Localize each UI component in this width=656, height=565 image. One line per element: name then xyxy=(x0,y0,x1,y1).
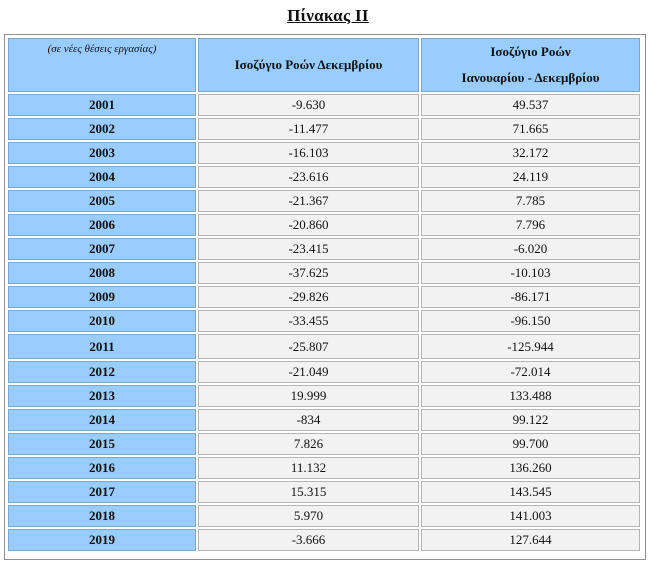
year-cell: 2013 xyxy=(8,385,196,407)
table-row xyxy=(8,142,640,164)
jan-dec-balance-cell: -125.944 xyxy=(421,334,640,359)
december-balance-cell: -9.630 xyxy=(198,94,419,116)
jan-dec-balance-cell: 141.003 xyxy=(421,505,640,527)
table-row xyxy=(8,262,640,284)
table-row xyxy=(8,286,640,308)
year-cell: 2003 xyxy=(8,142,196,164)
year-cell: 2009 xyxy=(8,286,196,308)
december-balance-cell: -33.455 xyxy=(198,310,419,332)
table-row xyxy=(8,529,640,551)
december-balance-cell: 19.999 xyxy=(198,385,419,407)
year-cell: 2006 xyxy=(8,214,196,236)
table-row xyxy=(8,214,640,236)
jan-dec-balance-cell: 99.122 xyxy=(421,409,640,431)
year-cell: 2017 xyxy=(8,481,196,503)
table-row xyxy=(8,481,640,503)
year-cell: 2008 xyxy=(8,262,196,284)
december-balance-cell: -25.807 xyxy=(198,334,419,359)
december-balance-cell: -21.367 xyxy=(198,190,419,212)
december-balance-cell: -23.415 xyxy=(198,238,419,260)
column-header-jan-dec-line2: Ιανουαρίου - Δεκεμβρίου xyxy=(461,70,600,85)
table-row xyxy=(8,238,640,260)
table-row xyxy=(8,310,640,332)
table-row xyxy=(8,433,640,455)
year-cell: 2019 xyxy=(8,529,196,551)
year-cell: 2005 xyxy=(8,190,196,212)
jan-dec-balance-cell: -10.103 xyxy=(421,262,640,284)
december-balance-cell: -23.616 xyxy=(198,166,419,188)
jan-dec-balance-cell: -6.020 xyxy=(421,238,640,260)
table-row xyxy=(8,385,640,407)
december-balance-cell: -21.049 xyxy=(198,361,419,383)
jan-dec-balance-cell: 49.537 xyxy=(421,94,640,116)
year-cell: 2010 xyxy=(8,310,196,332)
year-cell: 2018 xyxy=(8,505,196,527)
jan-dec-balance-cell: -96.150 xyxy=(421,310,640,332)
jan-dec-balance-cell: 7.785 xyxy=(421,190,640,212)
jan-dec-balance-cell: -72.014 xyxy=(421,361,640,383)
jan-dec-balance-cell: 133.488 xyxy=(421,385,640,407)
december-balance-cell: 15.315 xyxy=(198,481,419,503)
year-cell: 2002 xyxy=(8,118,196,140)
year-cell: 2012 xyxy=(8,361,196,383)
jan-dec-balance-cell: 136.260 xyxy=(421,457,640,479)
table-row xyxy=(8,166,640,188)
year-cell: 2015 xyxy=(8,433,196,455)
december-balance-cell: -3.666 xyxy=(198,529,419,551)
year-cell: 2001 xyxy=(8,94,196,116)
december-balance-cell: -11.477 xyxy=(198,118,419,140)
jan-dec-balance-cell: 127.644 xyxy=(421,529,640,551)
december-balance-cell: -20.860 xyxy=(198,214,419,236)
jan-dec-balance-cell: 71.665 xyxy=(421,118,640,140)
year-cell: 2011 xyxy=(8,334,196,359)
column-header-december: Ισοζύγιο Ροών Δεκεμβρίου xyxy=(198,38,419,92)
december-balance-cell: 7.826 xyxy=(198,433,419,455)
december-balance-cell: -37.625 xyxy=(198,262,419,284)
jan-dec-balance-cell: -86.171 xyxy=(421,286,640,308)
jan-dec-balance-cell: 7.796 xyxy=(421,214,640,236)
december-balance-cell: -834 xyxy=(198,409,419,431)
data-table xyxy=(6,36,642,553)
year-cell: 2014 xyxy=(8,409,196,431)
jan-dec-balance-cell: 24.119 xyxy=(421,166,640,188)
column-header-jan-dec xyxy=(421,38,640,92)
jan-dec-balance-cell: 143.545 xyxy=(421,481,640,503)
table-row xyxy=(8,190,640,212)
year-cell: 2007 xyxy=(8,238,196,260)
table-row xyxy=(8,505,640,527)
december-balance-cell: 5.970 xyxy=(198,505,419,527)
jan-dec-balance-cell: 32.172 xyxy=(421,142,640,164)
table-title: Πίνακας ΙΙ xyxy=(287,6,369,25)
table-body xyxy=(8,94,640,551)
column-header-jan-dec-line1: Ισοζύγιο Ροών xyxy=(490,44,571,59)
table-row xyxy=(8,361,640,383)
table-row xyxy=(8,334,640,359)
table-row xyxy=(8,457,640,479)
table-row xyxy=(8,94,640,116)
december-balance-cell: -29.826 xyxy=(198,286,419,308)
year-cell: 2004 xyxy=(8,166,196,188)
jan-dec-balance-cell: 99.700 xyxy=(421,433,640,455)
table-row xyxy=(8,118,640,140)
year-cell: 2016 xyxy=(8,457,196,479)
units-note: (σε νέες θέσεις εργασίας) xyxy=(8,38,196,92)
december-balance-cell: 11.132 xyxy=(198,457,419,479)
december-balance-cell: -16.103 xyxy=(198,142,419,164)
table-row xyxy=(8,409,640,431)
